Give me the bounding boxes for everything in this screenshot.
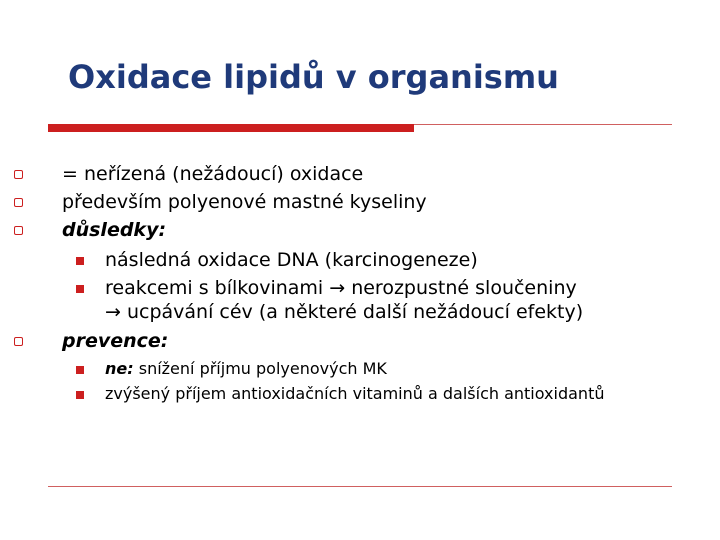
- filled-square-bullet-icon: [76, 391, 84, 399]
- bullet-item-heading: důsledky:: [62, 219, 167, 241]
- sub-bullet-item: [105, 358, 387, 380]
- hollow-square-bullet-icon: [14, 170, 23, 179]
- filled-square-bullet-icon: [76, 366, 84, 374]
- hollow-square-bullet-icon: [14, 226, 23, 235]
- filled-square-bullet-icon: [76, 257, 84, 265]
- bullet-item: = neřízená (nežádoucí) oxidace: [62, 163, 364, 185]
- sub-bullet-item: reakcemi s bílkovinami → nerozpustné sloučeniny: [105, 277, 577, 299]
- sub-bullet-text: snížení příjmu polyenových MK: [133, 359, 387, 378]
- footer-divider-line: [48, 486, 672, 487]
- sub-bullet-item: zvýšený příjem antioxidačních vitaminů a dalších antioxidantů: [105, 384, 605, 403]
- filled-square-bullet-icon: [76, 285, 84, 293]
- sub-bullet-prefix: ne:: [105, 359, 134, 378]
- bullet-item-heading: prevence:: [62, 330, 169, 352]
- hollow-square-bullet-icon: [14, 337, 23, 346]
- slide-title: Oxidace lipidů v organismu: [68, 58, 559, 96]
- hollow-square-bullet-icon: [14, 198, 23, 207]
- sub-bullet-item: následná oxidace DNA (karcinogeneze): [105, 249, 478, 271]
- sub-bullet-continuation: → ucpávání cév (a některé další nežádoucí efekty): [105, 301, 584, 323]
- bullet-item: především polyenové mastné kyseliny: [62, 191, 427, 213]
